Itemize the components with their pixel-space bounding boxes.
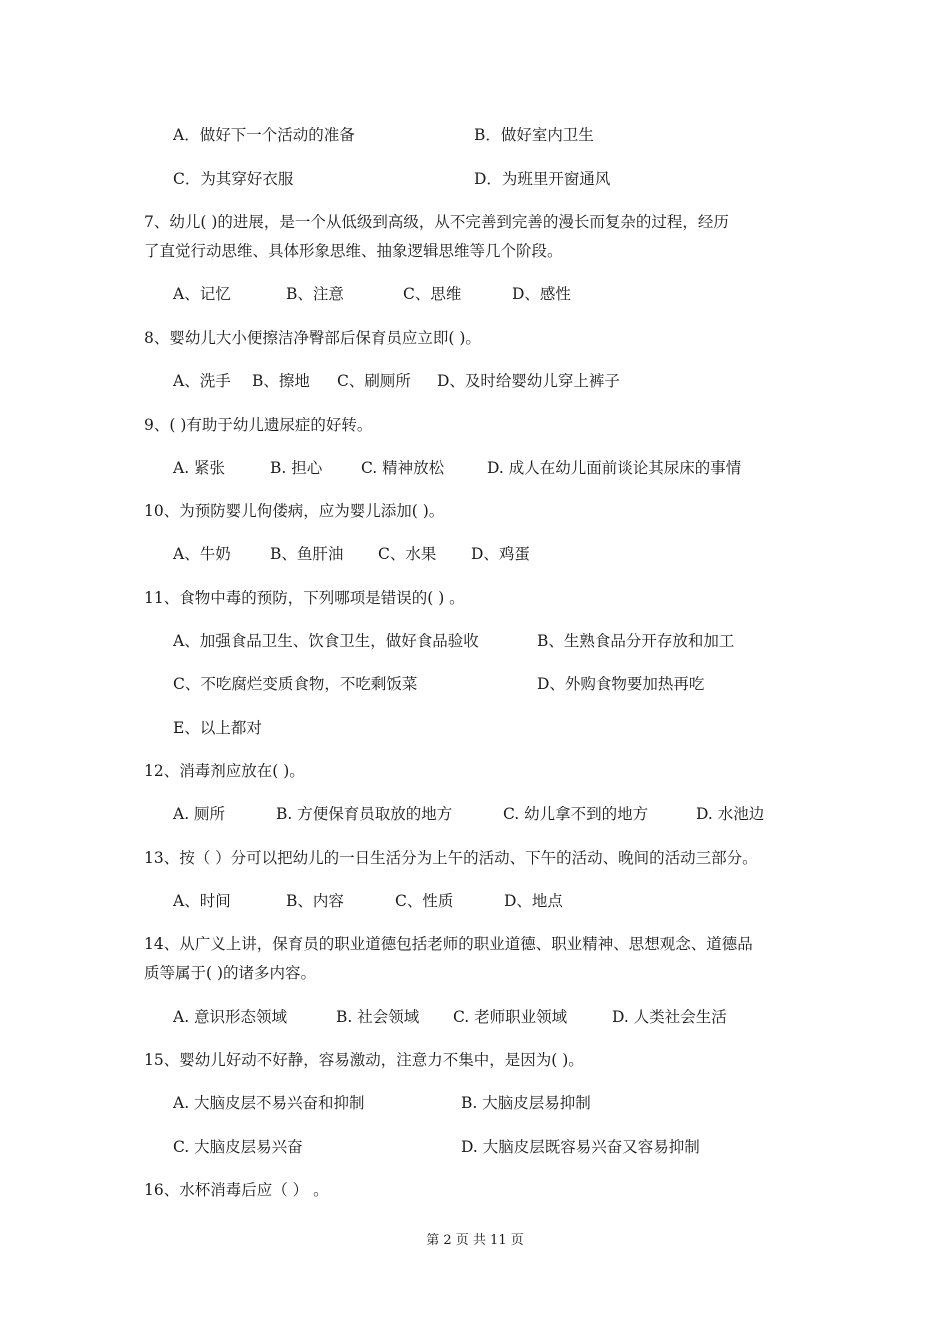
q8-stem: 8、婴幼儿大小便擦洁净臀部后保育员应立即( )。 xyxy=(144,329,481,347)
q13-option-d: D、地点 xyxy=(504,892,563,910)
q7-stem-line2: 了直觉行动思维、具体形象思维、抽象逻辑思维等几个阶段。 xyxy=(144,242,563,260)
q13-stem: 13、按（ ）分可以把幼儿的一日生活分为上午的活动、下午的活动、晚间的活动三部分。 xyxy=(144,849,758,867)
q9-stem: 9、( )有助于幼儿遗尿症的好转。 xyxy=(144,416,373,434)
q15-stem: 15、婴幼儿好动不好静，容易激动，注意力不集中，是因为( )。 xyxy=(144,1051,584,1069)
q7-option-d: D、感性 xyxy=(512,285,571,303)
q10-option-c: C、水果 xyxy=(378,545,437,563)
q12-option-c: C. 幼儿拿不到的地方 xyxy=(503,805,649,823)
q10-option-d: D、鸡蛋 xyxy=(471,545,530,563)
q13-option-c: C、性质 xyxy=(395,892,454,910)
q14-option-a: A. 意识形态领域 xyxy=(173,1008,288,1026)
q8-option-a: A、洗手 xyxy=(173,372,231,390)
q10-option-b: B、鱼肝油 xyxy=(270,545,344,563)
q11-option-a: A、加强食品卫生、饮食卫生，做好食品验收 xyxy=(173,632,479,650)
q11-option-c: C、不吃腐烂变质食物，不吃剩饭菜 xyxy=(173,675,418,693)
q14-option-b: B. 社会领域 xyxy=(336,1008,420,1026)
q8-option-b: B、擦地 xyxy=(252,372,310,390)
q7-option-c: C、思维 xyxy=(403,285,462,303)
q14-option-d: D. 人类社会生活 xyxy=(612,1008,727,1026)
q12-option-d: D. 水池边 xyxy=(696,805,765,823)
q11-stem: 11、食物中毒的预防，下列哪项是错误的( ) 。 xyxy=(144,589,465,607)
q12-option-a: A. 厕所 xyxy=(173,805,226,823)
q10-option-a: A、牛奶 xyxy=(173,545,231,563)
q12-option-b: B. 方便保育员取放的地方 xyxy=(276,805,453,823)
q6-option-d: D．为班里开窗通风 xyxy=(474,170,611,188)
q10-stem: 10、为预防婴儿佝偻病，应为婴儿添加( )。 xyxy=(144,502,445,520)
q7-stem-line1: 7、幼儿( )的进展，是一个从低级到高级，从不完善到完善的漫长而复杂的过程，经历 xyxy=(144,213,729,231)
q11-option-d: D、外购食物要加热再吃 xyxy=(537,675,705,693)
q12-stem: 12、消毒剂应放在( )。 xyxy=(144,762,305,780)
q15-option-c: C. 大脑皮层易兴奋 xyxy=(173,1138,303,1156)
q8-option-c: C、刷厕所 xyxy=(337,372,411,390)
q9-option-d: D. 成人在幼儿面前谈论其尿床的事情 xyxy=(487,459,742,477)
page-footer: 第 2 页 共 11 页 xyxy=(426,1233,524,1248)
q15-option-b: B. 大脑皮层易抑制 xyxy=(461,1094,591,1112)
q9-option-a: A. 紧张 xyxy=(173,459,226,477)
q11-option-e: E、以上都对 xyxy=(173,719,262,737)
q15-option-d: D. 大脑皮层既容易兴奋又容易抑制 xyxy=(461,1138,700,1156)
q16-stem: 16、水杯消毒后应（ ） 。 xyxy=(144,1181,329,1199)
q7-option-a: A、记忆 xyxy=(173,285,231,303)
q14-option-c: C. 老师职业领域 xyxy=(453,1008,568,1026)
q11-option-b: B、生熟食品分开存放和加工 xyxy=(537,632,735,650)
q15-option-a: A. 大脑皮层不易兴奋和抑制 xyxy=(173,1094,365,1112)
q13-option-b: B、内容 xyxy=(286,892,344,910)
q7-option-b: B、注意 xyxy=(286,285,344,303)
q14-stem-line1: 14、从广义上讲，保育员的职业道德包括老师的职业道德、职业精神、思想观念、道德品 xyxy=(144,935,753,953)
q6-option-a: A．做好下一个活动的准备 xyxy=(173,126,355,144)
q14-stem-line2: 质等属于( )的诸多内容。 xyxy=(144,964,317,982)
q6-option-c: C．为其穿好衣服 xyxy=(173,170,294,188)
q6-option-b: B．做好室内卫生 xyxy=(474,126,594,144)
q13-option-a: A、时间 xyxy=(173,892,231,910)
q9-option-c: C. 精神放松 xyxy=(361,459,445,477)
q8-option-d: D、及时给婴幼儿穿上裤子 xyxy=(437,372,620,390)
q9-option-b: B. 担心 xyxy=(270,459,323,477)
